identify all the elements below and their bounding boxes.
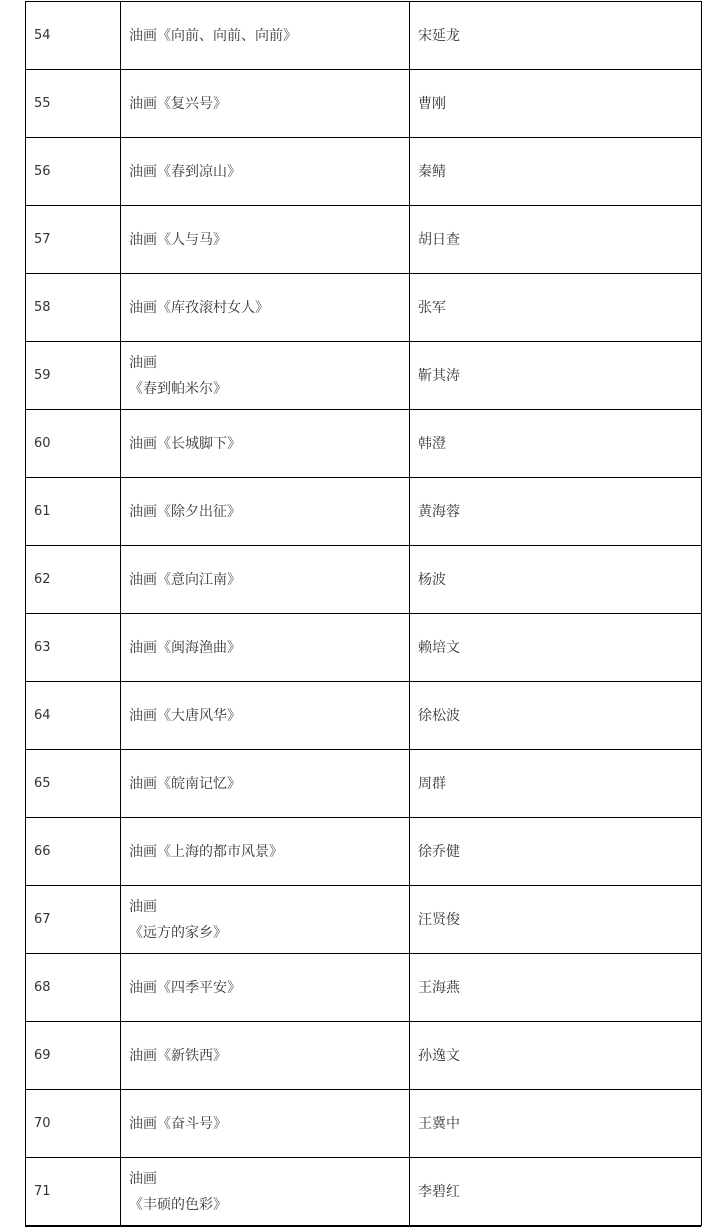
artist-name-cell: 李碧红	[410, 1158, 702, 1226]
artwork-title-line: 油画《长城脚下》	[129, 435, 241, 452]
table-row	[26, 70, 702, 138]
artwork-title-line: 油画《意向江南》	[129, 571, 241, 588]
artist-name-cell: 张军	[410, 274, 702, 342]
artwork-title-line: 油画《四季平安》	[129, 979, 241, 996]
table-row	[26, 1158, 702, 1226]
artist-name-cell: 王冀中	[410, 1090, 702, 1158]
artist-name-cell: 赖培文	[410, 614, 702, 682]
artwork-title-line: 油画《春到凉山》	[129, 163, 241, 180]
table-row	[26, 2, 702, 70]
artwork-title-cell	[121, 1090, 410, 1158]
artwork-title-cell	[121, 2, 410, 70]
artist-name-cell: 孙逸文	[410, 1022, 702, 1090]
row-number-cell: 70	[26, 1090, 121, 1158]
row-number-cell: 63	[26, 614, 121, 682]
artist-name-cell: 秦鲭	[410, 138, 702, 206]
artist-name-cell: 靳其涛	[410, 342, 702, 410]
artwork-title-cell	[121, 206, 410, 274]
artwork-title-cell	[121, 682, 410, 750]
artist-name-cell: 杨波	[410, 546, 702, 614]
table-row	[26, 682, 702, 750]
artwork-title-cell	[121, 546, 410, 614]
artist-name-cell: 王海燕	[410, 954, 702, 1022]
table-row	[26, 614, 702, 682]
row-number-cell: 64	[26, 682, 121, 750]
artwork-title-line: 《远方的家乡》	[129, 924, 227, 941]
artwork-title-cell	[121, 750, 410, 818]
artwork-title-line: 油画《闽海渔曲》	[129, 639, 241, 656]
table-row	[26, 342, 702, 410]
artwork-title-line: 油画《向前、向前、向前》	[129, 27, 297, 44]
row-number-cell: 57	[26, 206, 121, 274]
row-number-cell: 65	[26, 750, 121, 818]
table-row	[26, 818, 702, 886]
artist-name-cell: 宋延龙	[410, 2, 702, 70]
artwork-title-line: 油画《上海的都市风景》	[129, 843, 283, 860]
artwork-title-cell	[121, 478, 410, 546]
artwork-title-cell	[121, 886, 410, 954]
row-number-cell: 71	[26, 1158, 121, 1226]
artwork-title-line: 油画《大唐风华》	[129, 707, 241, 724]
artwork-title-cell	[121, 410, 410, 478]
artist-name-cell: 韩澄	[410, 410, 702, 478]
artwork-title-line: 油画《除夕出征》	[129, 503, 241, 520]
artist-name-cell: 黄海蓉	[410, 478, 702, 546]
table-row	[26, 410, 702, 478]
artist-name-cell: 周群	[410, 750, 702, 818]
artwork-title-cell	[121, 138, 410, 206]
row-number-cell: 67	[26, 886, 121, 954]
table-row	[26, 138, 702, 206]
row-number-cell: 69	[26, 1022, 121, 1090]
artwork-table-body	[26, 2, 702, 1226]
artwork-title-cell	[121, 1022, 410, 1090]
table-row	[26, 274, 702, 342]
artwork-title-line: 《丰硕的色彩》	[129, 1196, 227, 1213]
row-number-cell: 68	[26, 954, 121, 1022]
artwork-title-cell	[121, 70, 410, 138]
artwork-title-line: 《春到帕米尔》	[129, 380, 227, 397]
table-row	[26, 478, 702, 546]
table-row	[26, 954, 702, 1022]
artist-name-cell: 汪贤俊	[410, 886, 702, 954]
artwork-title-line: 油画《人与马》	[129, 231, 227, 248]
artwork-title-line: 油画《库孜滚村女人》	[129, 299, 269, 316]
artist-name-cell: 徐乔健	[410, 818, 702, 886]
row-number-cell: 58	[26, 274, 121, 342]
artwork-title-line: 油画	[129, 1170, 157, 1187]
artwork-table-container	[25, 1, 702, 1226]
table-row	[26, 546, 702, 614]
artwork-title-line: 油画	[129, 354, 157, 371]
row-number-cell: 54	[26, 2, 121, 70]
row-number-cell: 59	[26, 342, 121, 410]
artist-name-cell: 曹刚	[410, 70, 702, 138]
row-number-cell: 62	[26, 546, 121, 614]
artwork-title-cell	[121, 818, 410, 886]
table-row	[26, 1090, 702, 1158]
row-number-cell: 55	[26, 70, 121, 138]
table-row	[26, 886, 702, 954]
artwork-title-line: 油画《皖南记忆》	[129, 775, 241, 792]
artwork-title-line: 油画	[129, 898, 157, 915]
artwork-title-cell	[121, 1158, 410, 1226]
artist-name-cell: 徐松波	[410, 682, 702, 750]
table-row	[26, 206, 702, 274]
artwork-title-line: 油画《新铁西》	[129, 1047, 227, 1064]
row-number-cell: 60	[26, 410, 121, 478]
artwork-title-cell	[121, 954, 410, 1022]
table-row	[26, 750, 702, 818]
artwork-title-line: 油画《复兴号》	[129, 95, 227, 112]
artwork-title-line: 油画《奋斗号》	[129, 1115, 227, 1132]
artwork-title-cell	[121, 274, 410, 342]
artwork-title-cell	[121, 342, 410, 410]
row-number-cell: 66	[26, 818, 121, 886]
artwork-title-cell	[121, 614, 410, 682]
row-number-cell: 61	[26, 478, 121, 546]
row-number-cell: 56	[26, 138, 121, 206]
table-row	[26, 1022, 702, 1090]
artist-name-cell: 胡日查	[410, 206, 702, 274]
artwork-table	[25, 1, 702, 1226]
